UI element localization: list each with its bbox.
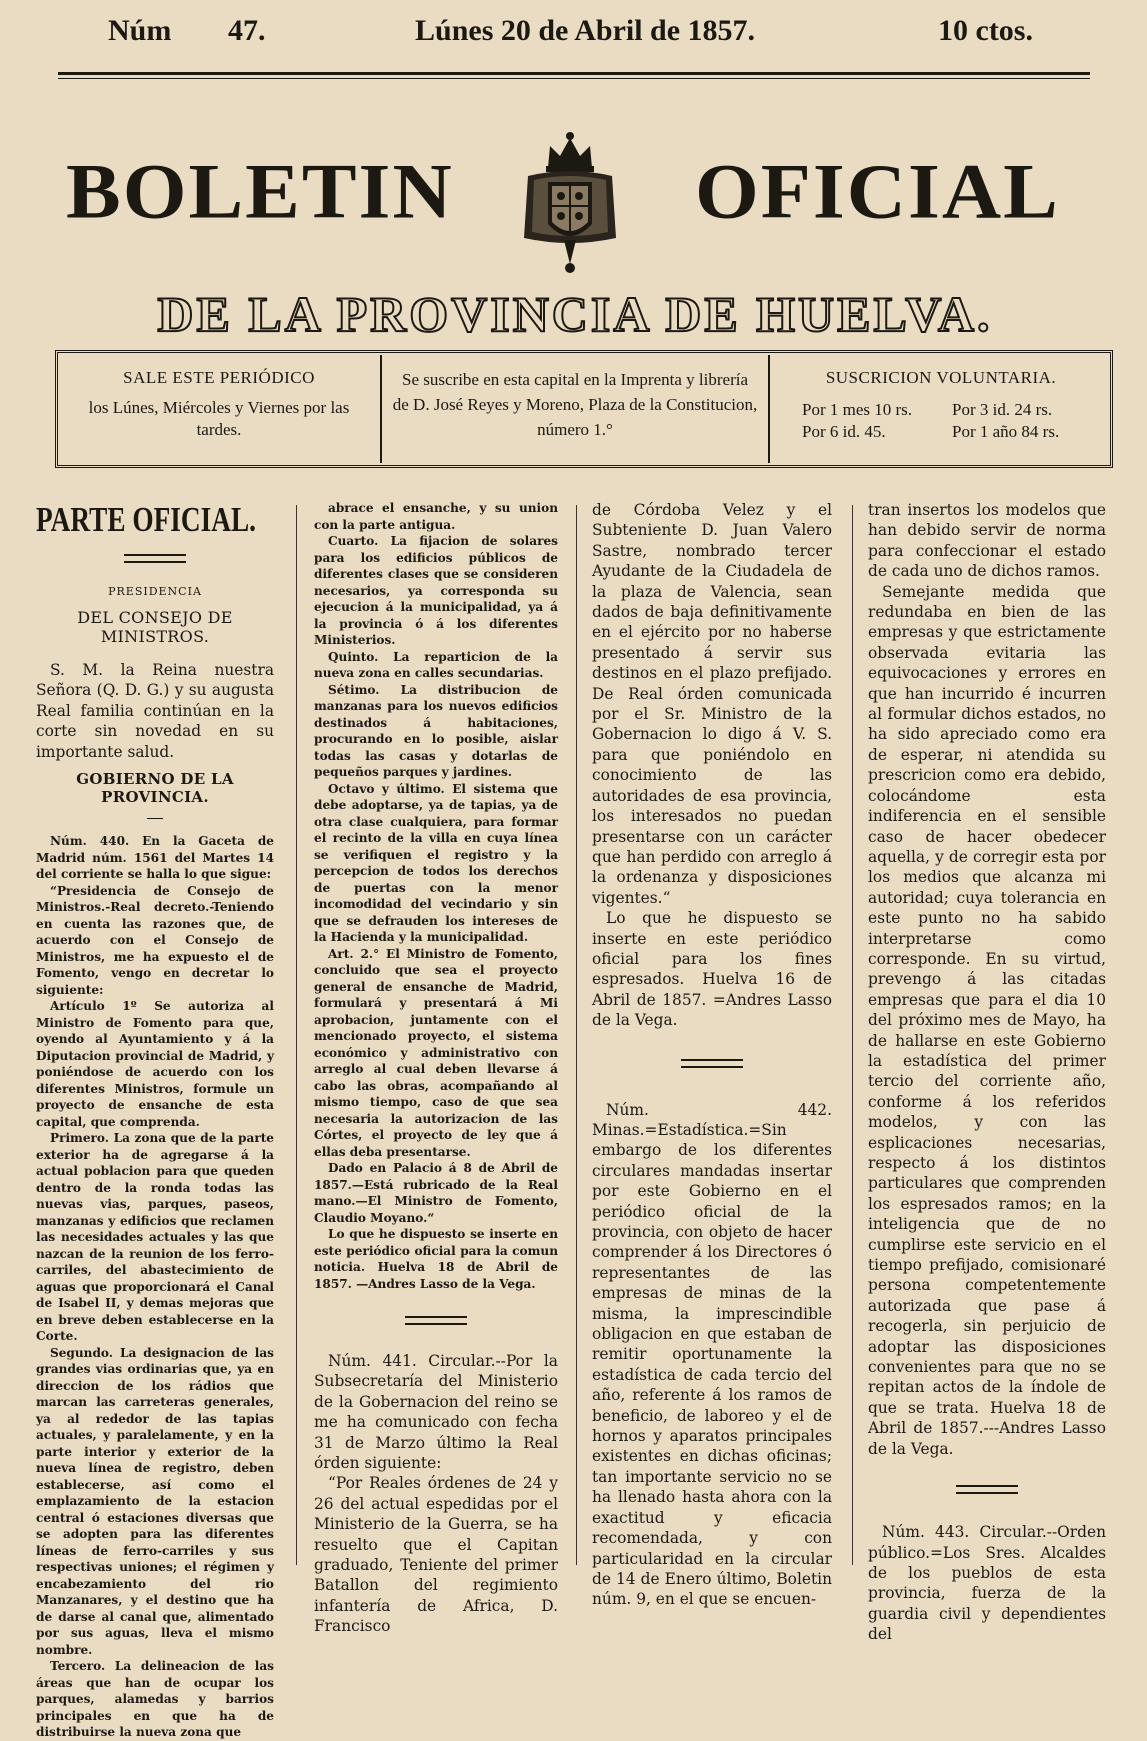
paragraph: Núm. 441. Circular.--Por la Subsecretaría del Ministerio de la Gobernacion del reino se me ha comunicado con fecha 31 de Marzo último la Real órden siguiente: [314, 1352, 558, 1473]
section-heading-parte-oficial: PARTE OFICIAL. [36, 500, 256, 539]
circular-443 [868, 1522, 1106, 1644]
paragraph: Segundo. La designacion de las grandes vias ordinarias que, ya en direccion de los rádios que marcan las carreteras generales, ya al rededor de las tapias actuales, y paralelamente, y en la parte interior y exterior de la nueva línea de registro, deben establecerse, así como el emplazamiento de la estacion central ó estaciones diversas que se adopten para las diferentes líneas de ferro-carriles y sus respectivas uniones; el régimen y encabezamiento del rio Manzanares, y el destino que ha de darse al canal que, alimentado por sus aguas, lleva el mismo nombre. [36, 1345, 274, 1657]
info-separator [768, 355, 770, 463]
ornament-divider [36, 548, 274, 567]
paragraph: Cuarto. La fijacion de solares para los edificios públicos de diferentes clases que se consideren necesarios, ya corresponda su ejecucion á la municipalidad, ya á la provincia ó á los diferentes Ministerios. [314, 534, 558, 647]
column-rule [852, 505, 853, 1565]
top-rule [58, 72, 1090, 75]
paragraph: Sétimo. La distribucion de manzanas para los nuevos edificios destinados á habitaciones, procurando en lo posible, aislar todas las casas y dotarlas de pequeños parques y jardines. [314, 682, 558, 779]
paragraph: “Presidencia de Consejo de Ministros.-Real decreto.-Teniendo en cuenta las razones que, de acuerdo con el Consejo de Ministros, me ha expuesto el de Fomento, vengo en decretar lo siguiente: [36, 883, 274, 997]
paragraph: Dado en Palacio á 8 de Abril de 1857.—Está rubricado de la Real mano.—El Ministro de Fomento, Claudio Moyano.“ [314, 1161, 558, 1225]
masthead-title-right: OFICIAL [695, 148, 1060, 235]
price-item: Por 3 id. 24 rs. [952, 400, 1053, 419]
paragraph: Octavo y último. El sistema que debe adoptarse, ya de tapias, ya de otra clase cualquiera, para formar el recinto de la villa en cuya línea se verifiquen el registro y la percepcion de todos los derechos de puertas con la menor incomodidad del vecindario y sin que se defrauden los intereses de la Hacienda y la municipalidad. [314, 781, 558, 944]
issue-line [0, 14, 1147, 54]
paragraph: abrace el ensanche, y su union con la parte antigua. [314, 501, 558, 532]
column-1 [36, 500, 274, 1740]
subscription-info-box [55, 350, 1113, 468]
info-col1-head: SALE ESTE PERIÓDICO [123, 368, 315, 387]
issue-date: Lúnes 20 de Abril de 1857. [415, 14, 756, 47]
paragraph: Artículo 1º Se autoriza al Ministro de Fomento para que, oyendo al Ayuntamiento y á la Diputacion provincial de Madrid, y poniéndose de acuerdo con los diferentes Ministros, formule un proyecto de ensanche de esta capital, que comprenda. [36, 999, 274, 1129]
column-3 [592, 500, 832, 1609]
ornament-divider [868, 1479, 1106, 1498]
paragraph: Núm. 443. Circular.--Orden público.=Los Sres. Alcaldes de los pueblos de esta provincia, fuerza de la guardia civil y dependientes del [868, 1523, 1106, 1644]
circular-441 [314, 1351, 558, 1637]
info-separator [380, 355, 382, 463]
paragraph: Lo que he dispuesto se inserte en este periódico oficial para los fines espresados. Huelva 16 de Abril de 1857. =Andres Lasso de la Vega. [592, 909, 832, 1030]
paragraph: Lo que he dispuesto se inserte en este periódico oficial para la comun noticia. Huelva 18 de Abril de 1857. —Andres Lasso de la Vega. [314, 1227, 558, 1291]
paragraph: Tercero. La delineacion de las áreas que han de ocupar los parques, alamedas y barrios principales en que ha de distribuirse la nueva zona que [36, 1659, 274, 1740]
paragraph: tran insertos los modelos que han debido servir de norma para confeccionar el estado de cada uno de dichos ramos. [868, 501, 1106, 581]
paragraph: Art. 2.° El Ministro de Fomento, concluido que sea el proyecto general de ensanche de Madrid, formulará y presentará á Mi aprobacion, juntamente con el mencionado proyecto, el sistema económico y administrativo con arreglo al cual deben llevarse á cabo las obras, acompañando al mismo tiempo, caso de que sea necesaria la autorizacion de las Córtes, el proyecto de ley que á ellas deba presentarse. [314, 946, 558, 1159]
column-rule [576, 505, 577, 1565]
issue-number-label: Núm [108, 14, 172, 47]
ornament-divider [314, 1310, 558, 1329]
price-item: Por 1 año 84 rs. [952, 422, 1060, 441]
paragraph: Núm. 440. En la Gaceta de Madrid núm. 1561 del Martes 14 del corriente se halla lo que sigue: [36, 834, 274, 882]
info-publication-days [58, 353, 380, 465]
presidencia-heading: PRESIDENCIA [108, 585, 202, 598]
gobierno-heading: GOBIERNO DE LA PROVINCIA. [76, 770, 234, 807]
issue-price: 10 ctos. [938, 14, 1033, 47]
paragraph: Semejante medida que redundaba en bien de las empresas y que estrictamente observada evitaria las equivocaciones y errores en que han incurrido é incurren al formular dichos estados, no ha sido apreciado como era de esperar, ni atendida su prescricion como era debido, colocándome esta indiferencia en el sensible caso de hacer obedecer aquella, y de corregir esta por los medios que alcanza mi autoridad; cuya tolerancia en este punto no ha sabido interpretarse como corresponde. En su virtud, prevengo á las citadas empresas que para el dia 10 del próximo mes de Mayo, ha de hallarse en este Gobierno la estadística del primer tercio del corriente año, conforme á los referidos modelos, y con las esplicaciones necesarias, respecto á los distintos particulares que comprenden los espresados ramos; en la inteligencia que de no cumplirse este servicio en el tiempo prefijado, comisionaré persona competentemente autorizada que pase á recogerla, sin perjuicio de adoptar las disposiciones convenientes para que no se repitan actos de la índole de que se trata. Huelva 18 de Abril de 1857.---Andres Lasso de la Vega. [868, 582, 1106, 1458]
info-col1-text: los Lúnes, Miércoles y Viernes por las tardes. [88, 398, 350, 439]
info-prices [772, 353, 1110, 465]
consejo-heading: DEL CONSEJO DE MINISTROS. [77, 608, 233, 646]
info-col3-head: SUSCRICION VOLUNTARIA. [825, 368, 1057, 387]
paragraph: Núm. 442. Minas.=Estadística.=Sin embargo de los diferentes circulares mandadas insertar por este Gobierno en el periódico oficial de la provincia, con objeto de hacer comprender á los Directores ó representantes de las empresas de minas de la misma, la imprescindible obligacion en que estaban de remitir oportunamente la estadística de cada tercio del año, referente á los ramos de beneficio, de laboreo y el de hornos y aparatos principales existentes en dichas oficinas; tan importante servicio no se ha llenado hasta ahora con la exactitud y eficacia recomendada, y con particularidad en la circular de 14 de Enero último, Boletin núm. 9, en el que se encuen- [592, 1100, 832, 1609]
info-col2-text: Se suscribe en esta capital en la Imprenta y librería de D. José Reyes y Moreno, Plaza de la Constitucion, número 1.° [392, 370, 758, 439]
column-2 [314, 500, 558, 1636]
minas-442-continuation [868, 500, 1106, 1459]
price-item: Por 1 mes 10 rs. [802, 400, 913, 419]
ornament-divider [592, 1053, 832, 1072]
paragraph: “Por Reales órdenes de 24 y 26 del actual espedidas por el Ministerio de la Guerra, se ha resuelto que el Capitan graduado, Teniente del primer Batallon del regimiento infantería de Africa, D. Francisco [314, 1474, 558, 1636]
masthead-title-left: BOLETIN [66, 148, 454, 235]
top-rule-thin [58, 78, 1090, 79]
decree-text [36, 833, 274, 1741]
circular-441-continuation [592, 500, 832, 1031]
royal-coat-of-arms-icon [520, 128, 620, 276]
short-dash [36, 808, 274, 827]
paragraph: de Córdoba Velez y el Subteniente D. Juan Valero Sastre, nombrado tercer Ayudante de la Ciudadela de la plaza de Valencia, sean dados de baja definitivamente en el ejército por no haberse presentado á servir sus destinos en el plazo prefijado. De Real órden comunicada por el Sr. Ministro de la Gobernacion lo digo á V. S. para que poniéndolo en conocimiento de las autoridades de esa provincia, los interesados no puedan presentarse con un carácter que han perdido con arreglo á la ordenanza y disposiciones vigentes.“ [592, 501, 832, 907]
column-rule [296, 505, 297, 1565]
decree-continuation [314, 500, 558, 1292]
column-4 [868, 500, 1106, 1644]
masthead-subtitle: DE LA PROVINCIA DE HUELVA. [157, 286, 993, 342]
issue-number-value: 47. [228, 14, 266, 47]
info-subscription-place [384, 353, 766, 465]
price-item: Por 6 id. 45. [802, 422, 886, 441]
paragraph: Quinto. La reparticion de la nueva zona en calles secundarias. [314, 649, 558, 680]
paragraph: Primero. La zona que de la parte exterior ha de agregarse á la actual poblacion para que queden dentro de la ronda todas las nuevas vias, parques, paseos, manzanas y edificios que reclamen las necesidades actuales y las que nazcan de la reunion de los ferro-carriles, del abastecimiento de aguas que proporcionará el Canal de Isabel II, y demas mejoras que en breve deben establecerse en la Corte. [36, 1131, 274, 1344]
minas-442 [592, 1100, 832, 1610]
royal-health-notice: S. M. la Reina nuestra Señora (Q. D. G.) y su augusta Real familia continúan en la corte sin novedad en su importante salud. [36, 661, 274, 761]
price-list [780, 399, 1102, 443]
